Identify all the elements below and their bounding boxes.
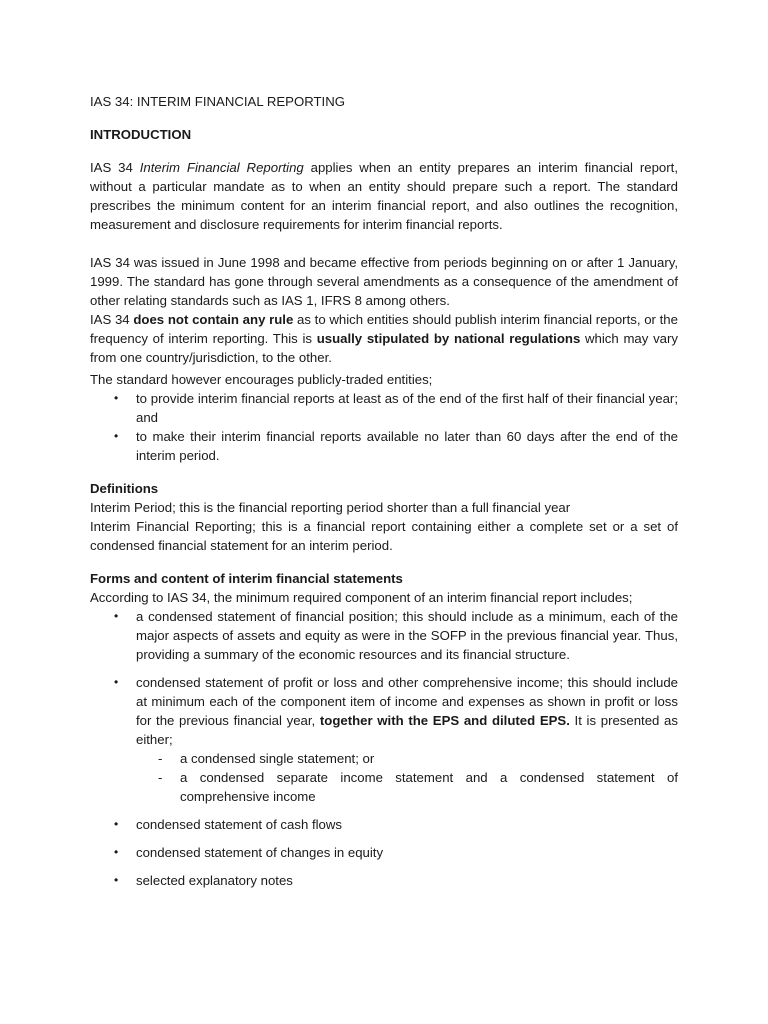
bullet-icon: • <box>114 429 119 443</box>
encourage-intro: The standard however encourages publicly-traded entities; <box>90 372 433 387</box>
bullet-icon: • <box>114 845 119 859</box>
sublist-item: - a condensed single statement; or <box>158 751 375 766</box>
bullet-icon: • <box>114 817 119 831</box>
sublist-item: - a condensed separate income statement and a condensed statement of comprehensive income <box>158 770 678 804</box>
list-item: • condensed statement of changes in equity <box>114 845 384 860</box>
dash-icon: - <box>158 770 163 785</box>
intro-paragraph-2: IAS 34 was issued in June 1998 and became effective from periods beginning on or after 1 January, 1999. The standard has gone through several amendments as a consequence of the amendment of other relating standards such as IAS 1, IFRS 8 among others. <box>90 255 678 308</box>
definition-interim-financial-reporting: Interim Financial Reporting; this is a financial report containing either a complete set or a set of condensed financial statement for an interim period. <box>90 519 678 553</box>
forms-intro: According to IAS 34, the minimum required component of an interim financial report includes; <box>90 590 633 605</box>
list-item: • a condensed statement of financial position; this should include as a minimum, each of the major aspects of assets and equity as were in the SOFP in the previous financial year. Thus, providing a summary of the economic resources and its financial structure. <box>114 609 678 662</box>
document-title: IAS 34: INTERIM FINANCIAL REPORTING <box>90 94 346 109</box>
document-page <box>90 92 678 890</box>
list-item: • to make their interim financial reports available no later than 60 days after the end of the interim period. <box>114 429 678 463</box>
list-item: • selected explanatory notes <box>114 873 293 888</box>
encourage-list <box>90 389 678 465</box>
list-item: • condensed statement of cash flows <box>114 817 342 832</box>
bullet-icon: • <box>114 675 119 689</box>
list-item: • condensed statement of profit or loss and other comprehensive income; this should include at minimum each of the component item of income and expenses as shown in profit or loss for the previous financial year, together with the EPS and diluted EPS. It is presented as either; - a condensed single statement; or - a condensed separate income statement and a condensed statement of comprehensive income <box>114 675 678 804</box>
definition-interim-period: Interim Period; this is the financial reporting period shorter than a full financial year <box>90 500 571 515</box>
bullet-icon: • <box>114 391 119 405</box>
list-item: • to provide interim financial reports at least as of the end of the first half of their financial year; and <box>114 391 678 425</box>
forms-list <box>90 607 678 890</box>
intro-paragraph-1: IAS 34 Interim Financial Reporting applies when an entity prepares an interim financial report, without a particular mandate as to when an entity should prepare such a report. The standard prescribes the minimum content for an interim financial report, and also outlines the recognition, measurement and disclosure requirements for interim financial reports. <box>90 160 678 232</box>
bullet-icon: • <box>114 873 119 887</box>
introduction-heading: INTRODUCTION <box>90 127 192 142</box>
forms-heading: Forms and content of interim financial statements <box>90 571 403 586</box>
presentation-sublist <box>136 749 678 806</box>
definitions-heading: Definitions <box>90 481 159 496</box>
dash-icon: - <box>158 751 163 766</box>
intro-paragraph-3: IAS 34 does not contain any rule as to which entities should publish interim financial reports, or the frequency of interim reporting. This is usually stipulated by national regulations which may vary from one country/jurisdiction, to the other. <box>90 312 678 365</box>
bullet-icon: • <box>114 609 119 623</box>
